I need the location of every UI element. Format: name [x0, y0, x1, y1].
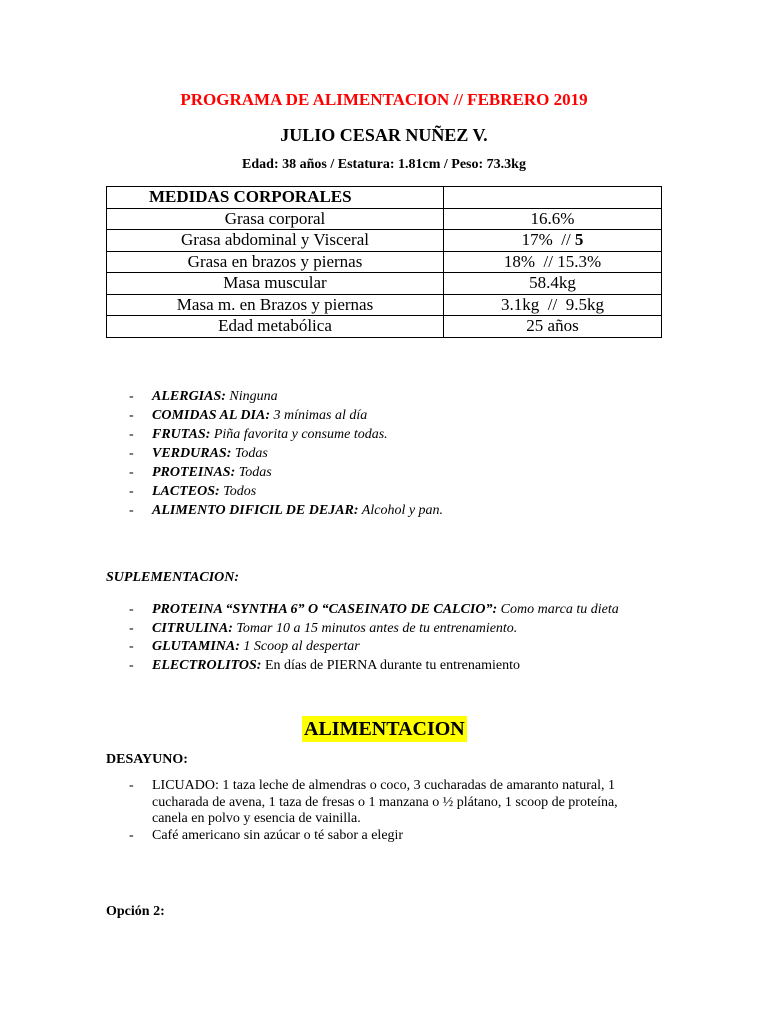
item-label: ALERGIAS:	[152, 389, 226, 404]
measure-value	[444, 230, 662, 252]
list-item	[152, 657, 619, 676]
table-row	[107, 230, 662, 252]
client-stats: Edad: 38 años / Estatura: 1.81cm / Peso: 73.3kg	[242, 157, 526, 172]
item-label: GLUTAMINA:	[152, 639, 240, 654]
item-label: VERDURAS:	[152, 446, 232, 461]
table-heading: MEDIDAS CORPORALES	[107, 187, 444, 209]
measure-value: 25 años	[444, 316, 662, 338]
body-measures-table	[106, 186, 662, 338]
measure-label: Grasa corporal	[107, 208, 444, 230]
item-value: Todos	[219, 484, 257, 499]
measure-label: Masa m. en Brazos y piernas	[107, 294, 444, 316]
list-item	[152, 444, 443, 463]
supplements-heading: SUPLEMENTACION:	[106, 570, 240, 585]
measure-label: Grasa en brazos y piernas	[107, 251, 444, 273]
item-label: PROTEINA “SYNTHA 6” O “CASEINATO DE CALCIO”:	[152, 602, 498, 617]
list-item	[152, 601, 619, 620]
item-value: Todas	[235, 465, 272, 480]
item-label: FRUTAS:	[152, 427, 211, 442]
item-value: En días de PIERNA durante tu entrenamiento	[261, 657, 520, 673]
item-label: ELECTROLITOS:	[152, 657, 262, 673]
item-label: CITRULINA:	[152, 620, 233, 636]
item-value: Piña favorita y consume todas.	[210, 427, 388, 442]
visceral-level: 5	[574, 230, 584, 250]
supplements-list	[152, 601, 619, 675]
item-value: Como marca tu dieta	[497, 602, 619, 617]
item-value: Ninguna	[225, 389, 278, 404]
list-item	[152, 620, 619, 639]
list-item	[152, 425, 443, 444]
item-value: Todas	[231, 446, 268, 461]
list-item	[152, 501, 443, 520]
item-value: 3 mínimas al día	[270, 408, 368, 423]
breakfast-list	[152, 778, 652, 844]
table-row	[107, 294, 662, 316]
list-item: - Café americano sin azúcar o té sabor a elegir	[152, 828, 652, 845]
measure-label: Masa muscular	[107, 273, 444, 295]
list-item	[152, 387, 443, 406]
profile-list	[152, 387, 443, 520]
table-row	[107, 251, 662, 273]
measure-value: 3.1kg // 9.5kg	[444, 294, 662, 316]
list-item	[152, 406, 443, 425]
item-label: COMIDAS AL DIA:	[152, 408, 270, 423]
list-item	[152, 638, 619, 657]
alimentacion-heading: ALIMENTACION	[304, 718, 465, 740]
breakfast-heading: DESAYUNO:	[106, 752, 188, 767]
item-value: Alcohol y pan.	[358, 503, 444, 518]
table-row	[107, 187, 662, 209]
item-value: Tomar 10 a 15 minutos antes de tu entrenamiento.	[232, 620, 518, 636]
client-name: JULIO CESAR NUÑEZ V.	[280, 125, 488, 145]
measure-value-part: 17% //	[521, 230, 575, 250]
item-label: LACTEOS:	[152, 484, 220, 499]
item-value: 1 Scoop al despertar	[239, 639, 360, 654]
list-item: - LICUADO: 1 taza leche de almendras o coco, 3 cucharadas de amaranto natural, 1 cucharada de avena, 1 taza de fresas o 1 manzana o ½ plátano, 1 scoop de proteína, canela en polvo y esencia de vainilla.	[152, 778, 652, 828]
list-item	[152, 482, 443, 501]
measure-value: 16.6%	[444, 208, 662, 230]
measure-label: Grasa abdominal y Visceral	[107, 230, 444, 252]
measure-value: 18% // 15.3%	[444, 251, 662, 273]
table-cell	[444, 187, 662, 209]
option-2-heading: Opción 2:	[106, 904, 165, 919]
list-item	[152, 463, 443, 482]
item-label: PROTEINAS:	[152, 465, 236, 480]
table-row	[107, 273, 662, 295]
measure-label: Edad metabólica	[107, 316, 444, 338]
table-row	[107, 208, 662, 230]
item-label: ALIMENTO DIFICIL DE DEJAR:	[152, 503, 359, 518]
measure-value: 58.4kg	[444, 273, 662, 295]
table-row	[107, 316, 662, 338]
page-title: PROGRAMA DE ALIMENTACION // FEBRERO 2019	[180, 90, 588, 109]
